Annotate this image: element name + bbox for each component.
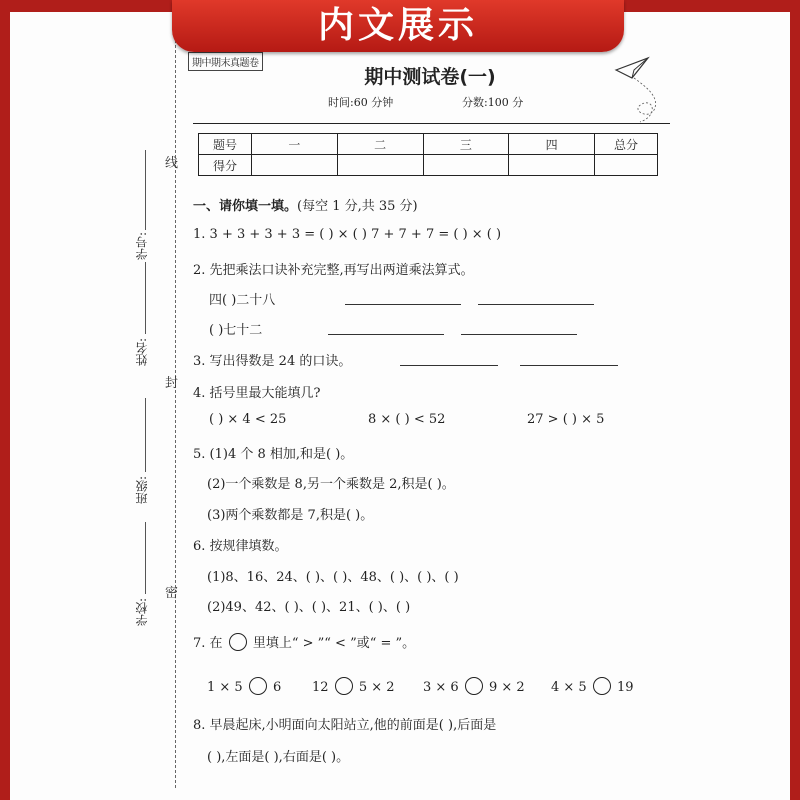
question-6a: (1)8、16、24、( )、( )、48、( )、( )、( ) [207,570,459,585]
compare-left: 1 × 5 [207,680,243,695]
compare-item [312,677,395,695]
exam-paper [10,12,790,800]
score-header-cell: 题号 [199,134,252,155]
question-2b: ( )七十二 [209,323,263,338]
compare-left: 3 × 6 [423,680,459,695]
answer-line[interactable] [328,318,444,335]
compare-item [207,677,281,695]
compare-right: 6 [272,680,282,695]
question-7-suffix: 里填上“ > ”“ < ”或“ = ”。 [252,636,416,651]
question-2: 2. 先把乘法口诀补充完整,再写出两道乘法算式。 [193,263,474,278]
score-header-cell: 四 [509,134,595,155]
student-id-line[interactable] [145,150,146,230]
score-header-cell: 一 [252,134,338,155]
answer-line[interactable] [461,318,577,335]
student-id-label: 学号: [135,232,149,261]
compare-left: 12 [312,680,329,695]
question-8-cont: ( ),左面是( ),右面是( )。 [207,750,350,765]
answer-line[interactable] [520,349,618,366]
question-5b: (2)一个乘数是 8,另一个乘数是 2,积是( )。 [207,477,455,492]
score-header-cell: 二 [337,134,423,155]
class-line[interactable] [145,398,146,472]
score-input-cell[interactable] [509,155,595,176]
series-tag: 期中期末真题卷 [188,52,263,71]
compare-left: 4 × 5 [551,680,587,695]
score-table [198,133,658,176]
section-1-note: (每空 1 分,共 35 分) [297,199,418,214]
paper-plane-icon [598,48,678,128]
compare-right: 19 [616,680,634,695]
compare-item [551,677,634,695]
score-input-cell[interactable] [337,155,423,176]
name-label: 姓名: [135,338,149,367]
compare-circle[interactable] [249,677,267,695]
question-4a: ( ) × 4 < 25 [209,412,287,427]
compare-item [423,677,525,695]
question-4b: 8 × ( ) < 52 [368,412,446,427]
exam-score: 分数:100 分 [462,96,524,109]
binding-cut-char-mi: 密 [165,586,179,601]
question-6: 6. 按规律填数。 [193,539,288,554]
question-6b: (2)49、42、( )、( )、21、( )、( ) [207,600,411,615]
section-1-title: 一、请你填一填。 [193,199,298,214]
score-header-cell: 总分 [595,134,658,155]
section-1-heading [193,195,418,214]
question-2a: 四( )二十八 [209,293,276,308]
question-7 [193,632,415,651]
compare-circle[interactable] [335,677,353,695]
answer-line[interactable] [345,288,461,305]
question-4: 4. 括号里最大能填几? [193,386,321,401]
school-line[interactable] [145,522,146,594]
compare-circle[interactable] [465,677,483,695]
exam-title: 期中测试卷(一) [364,66,496,88]
question-1: 1. 3 + 3 + 3 + 3 = ( ) × ( ) 7 + 7 + 7 = ( ) × ( ) [193,227,502,242]
answer-line[interactable] [478,288,594,305]
school-label: 学校: [135,598,149,627]
answer-line[interactable] [400,349,498,366]
score-row-label: 得分 [199,155,252,176]
binding-cut-char-xian: 线 [165,156,179,171]
score-input-cell[interactable] [252,155,338,176]
question-3: 3. 写出得数是 24 的口诀。 [193,354,352,369]
score-input-cell[interactable] [423,155,509,176]
question-4c: 27 > ( ) × 5 [527,412,605,427]
class-label: 班级: [135,476,149,505]
circle-icon [229,633,247,651]
compare-right: 5 × 2 [358,680,395,695]
compare-right: 9 × 2 [488,680,525,695]
banner-title: 内文展示 [172,0,624,52]
header-rule [193,123,670,124]
question-7-prefix: 7. 在 [193,636,223,651]
compare-circle[interactable] [593,677,611,695]
score-header-cell: 三 [423,134,509,155]
score-table-score-row [199,155,658,176]
exam-time: 时间:60 分钟 [328,96,394,109]
question-5c: (3)两个乘数都是 7,积是( )。 [207,508,374,523]
score-input-cell[interactable] [595,155,658,176]
question-8: 8. 早晨起床,小明面向太阳站立,他的前面是( ),后面是 [193,718,497,733]
binding-fold-line [175,30,176,788]
score-table-header-row [199,134,658,155]
question-5: 5. (1)4 个 8 相加,和是( )。 [193,447,354,462]
name-line[interactable] [145,262,146,334]
binding-cut-char-feng: 封 [165,376,179,391]
